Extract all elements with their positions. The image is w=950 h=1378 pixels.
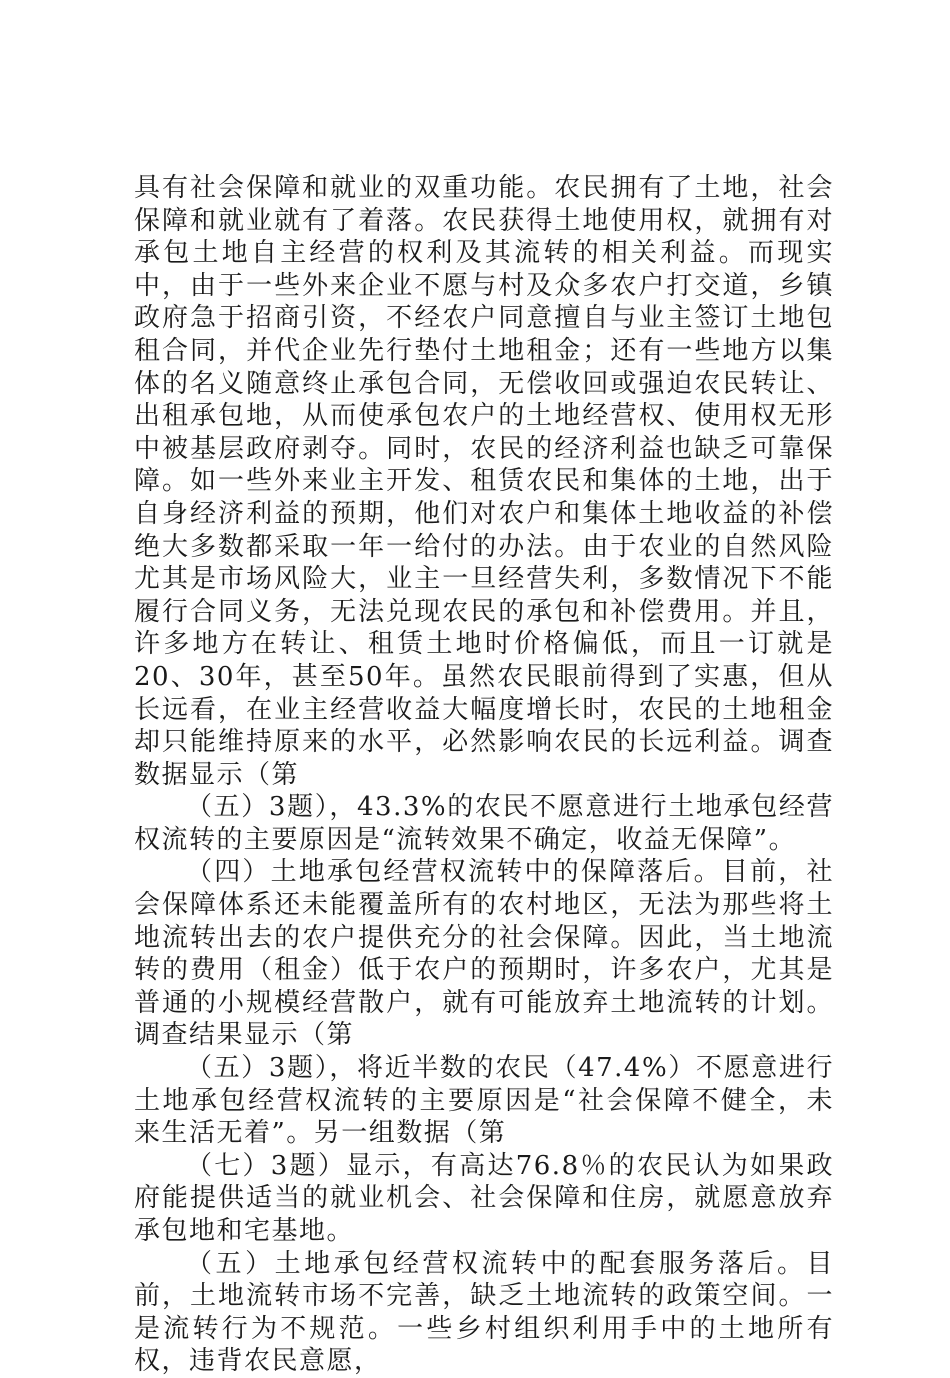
body-paragraph-1: 具有社会保障和就业的双重功能。农民拥有了土地，社会保障和就业就有了着落。农民获得土地使用权，就拥有对承包土地自主经营的权利及其流转的相关利益。而现实中，由于一些外来企业不愿与村及众多农户打交道，乡镇政府急于招商引资，不经农户同意擅自与业主签订土地包租合同，并代企业先行垫付土地租金；还有一些地方以集体的名义随意终止承包合同，无偿收回或强迫农民转让、出租承包地，从而使承包农户的土地经营权、使用权无形中被基层政府剥夺。同时，农民的经济利益也缺乏可靠保障。如一些外来业主开发、租赁农民和集体的土地，出于自身经济利益的预期，他们对农户和集体土地收益的补偿绝大多数都采取一年一给付的办法。由于农业的自然风险尤其是市场风险大，业主一旦经营失利，多数情况下不能履行合同义务，无法兑现农民的承包和补偿费用。并且，许多地方在转让、租赁土地时价格偏低，而且一订就是20、30年，甚至50年。虽然农民眼前得到了实惠，但从长远看，在业主经营收益大幅度增长时，农民的土地租金却只能维持原来的水平，必然影响农民的长远利益。调查数据显示（第	[134, 173, 834, 790]
body-paragraph-2: （五）3题），43.3%的农民不愿意进行土地承包经营权流转的主要原因是“流转效果不确定，收益无保障”。	[134, 792, 834, 855]
body-paragraph-5: （七）3题）显示，有高达76.8％的农民认为如果政府能提供适当的就业机会、社会保障和住房，就愿意放弃承包地和宅基地。	[134, 1150, 834, 1246]
body-paragraph-4: （五）3题），将近半数的农民（47.4%）不愿意进行土地承包经营权流转的主要原因是“社会保障不健全，未来生活无着”。另一组数据（第	[134, 1053, 834, 1149]
section-paragraph-4: （四）土地承包经营权流转中的保障落后。目前，社会保障体系还未能覆盖所有的农村地区，无法为那些将土地流转出去的农户提供充分的社会保障。因此，当土地流转的费用（租金）低于农户的预期时，许多农户，尤其是普通的小规模经营散户，就有可能放弃土地流转的计划。调查结果显示（第	[134, 857, 834, 1051]
document-body	[134, 172, 834, 1378]
section-paragraph-5: （五）土地承包经营权流转中的配套服务落后。目前，土地流转市场不完善，缺乏土地流转的政策空间。一是流转行为不规范。一些乡村组织利用手中的土地所有权，违背农民意愿，	[134, 1248, 834, 1377]
